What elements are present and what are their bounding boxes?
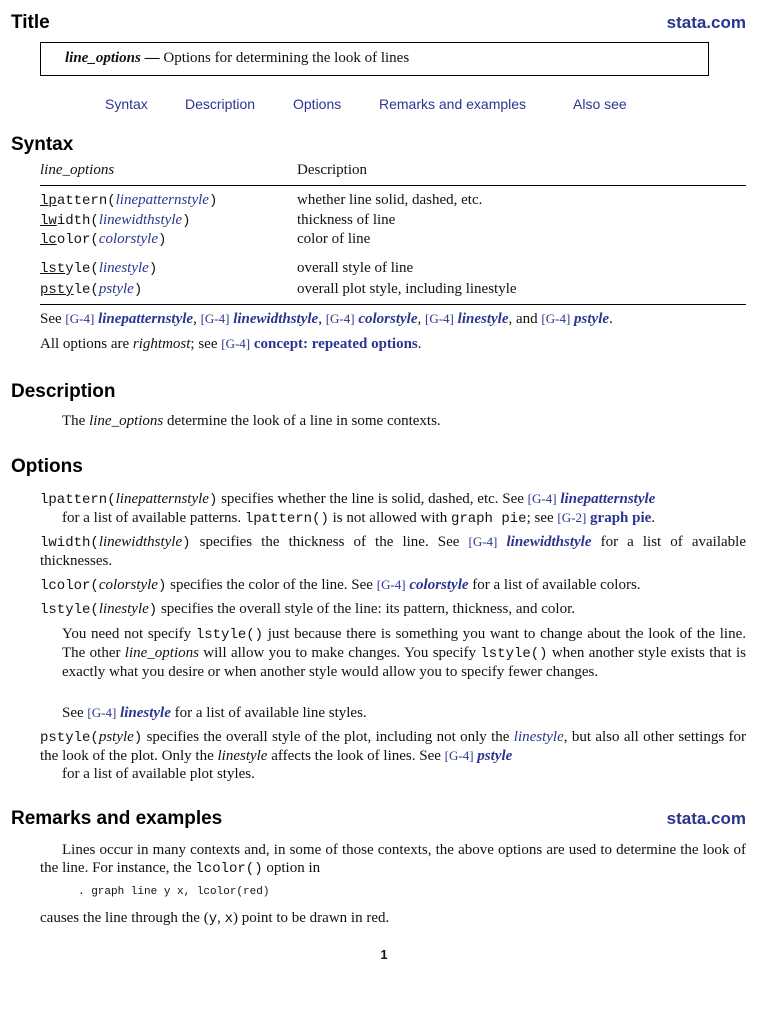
linepatternstyle-link[interactable]: linepatternstyle [560,491,656,507]
syntax-heading: Syntax [11,134,74,155]
option-cmd: lcolor( [40,578,99,594]
paren-close: ) [208,492,218,508]
abbrev-underline: lc [40,232,57,248]
para-text: option in [266,860,321,876]
code-x: x [224,911,234,927]
option-name: idth( [56,213,99,229]
code-graph-pie: graph pie [450,511,527,527]
option-text: specifies the overall style of the plot, including not only the [146,729,510,745]
ref-g4: [G-4] [425,311,454,326]
lstyle-paragraph-2 [62,704,367,722]
paren-close: ) [157,232,167,248]
option-text: specifies the overall style of the line: its pattern, thickness, and color. [160,601,576,617]
option-description: overall plot style, including linestyle [297,281,517,297]
paren-close: ) [208,193,218,209]
desc-italic: line_options [89,413,164,429]
table-row [40,230,746,248]
para-italic: line_options [124,645,199,661]
paren-close: ) [182,535,191,551]
option-arg-link[interactable]: colorstyle [98,231,158,247]
option-arg: linepatternstyle [115,491,209,507]
option-description: thickness of line [297,212,396,228]
nav-description-link[interactable]: Description [185,96,256,112]
see-prefix: See [40,311,62,327]
ref-g4: [G-4] [200,311,230,326]
para-text: will allow you to make changes. You specify [203,645,477,661]
remarks-heading: Remarks and examples [11,808,223,829]
table-row [40,191,746,209]
table-rule-bottom [40,304,746,305]
abbrev-underline: lw [40,213,57,229]
linewidthstyle-link[interactable]: linewidthstyle [506,534,592,550]
option-lstyle [40,600,746,619]
option-arg: linewidthstyle [98,534,183,550]
rightmost-word: rightmost [132,336,191,352]
option-text: for a list of available thicknesses. [40,534,746,569]
ref-g4: [G-4] [376,577,406,592]
table-row [40,211,746,229]
remarks-paragraph [40,841,746,878]
option-cmd: pstyle( [40,730,99,746]
option-arg-link[interactable]: linewidthstyle [98,212,183,228]
title-command: line_options [65,50,141,66]
para-text: , [217,910,221,926]
abbrev-underline: lst [40,261,66,277]
option-text: specifies whether the line is solid, dashed, etc. See [221,491,524,507]
para-text: just because there is something you want to change about the look of the line. The other [62,626,747,661]
ref-g2: [G-2] [557,510,587,525]
col-description-header: Description [297,162,367,178]
option-arg: linestyle [98,601,149,617]
option-arg-link[interactable]: linestyle [98,260,149,276]
para-text: See [62,705,84,721]
ref-g4: [G-4] [541,311,571,326]
rightmost-text: All options are [40,336,130,352]
option-lpattern [40,490,746,528]
pstyle-link[interactable]: pstyle [574,311,610,327]
para-text: Lines occur in many contexts and, in some of those contexts, the above options are used to determine the look of the line. For instance, the [40,842,746,876]
table-rule-top [40,185,746,186]
option-name: attern( [56,193,116,209]
option-text: affects the look of lines. See [271,748,441,764]
graph-pie-link[interactable]: graph pie [590,510,652,526]
para-text: for a list of available line styles. [174,705,367,721]
option-lwidth [40,533,746,570]
colorstyle-link[interactable]: colorstyle [358,311,418,327]
abbrev-underline: psty [40,282,74,298]
code-y: y [208,911,218,927]
title-dash: — [140,50,164,66]
ref-g4: [G-4] [221,336,251,351]
option-description: color of line [297,231,371,247]
option-text: for a list of available patterns. [62,510,242,526]
option-cmd: lstyle( [40,602,99,618]
lstyle-paragraph-1 [62,625,746,681]
colorstyle-link[interactable]: colorstyle [409,577,469,593]
option-description: whether line solid, dashed, etc. [297,192,483,208]
option-pstyle [40,728,746,783]
option-name: le( [73,282,99,298]
ref-g4: [G-4] [468,534,498,549]
para-text: causes the line through the ( [40,910,209,926]
paren-close: ) [133,730,143,746]
option-text: for a list of available colors. [472,577,641,593]
option-arg-link[interactable]: linepatternstyle [115,192,209,208]
repeated-options-link[interactable]: concept: repeated options [253,336,418,352]
linestyle-link[interactable]: linestyle [120,705,171,721]
option-name: olor( [56,232,99,248]
option-description: overall style of line [297,260,414,276]
option-arg: pstyle [98,729,134,745]
option-arg-link[interactable]: pstyle [98,281,134,297]
description-text [62,412,441,430]
title-description: Options for determining the look of lines [163,50,410,66]
page-number: 1 [380,947,388,962]
option-text: is not allowed with [332,510,448,526]
code-lcolor: lcolor() [195,861,263,877]
description-heading: Description [11,381,116,402]
paren-close: ) [148,261,158,277]
nav-remarks-link[interactable]: Remarks and examples [379,96,527,112]
option-text: specifies the color of the line. See [170,577,373,593]
options-heading: Options [11,456,83,477]
option-text: , but also all other settings for the look of the plot. Only the [40,729,747,764]
rightmost-line: All options are rightmost; see [G-4] concept: repeated options. [40,336,422,352]
stata-site-link[interactable]: stata.com [666,809,746,828]
paren-close: ) [182,213,191,229]
option-text: specifies the thickness of the line. See [199,534,460,550]
paren-close: ) [148,602,158,618]
para-text: You need not specify [62,626,192,642]
option-continuation [40,765,746,783]
title-heading: Title [11,12,50,33]
option-name: yle( [65,261,99,277]
option-continuation: for a list of available patterns. lpattern() is not allowed with graph pie; see [G-2] graph pie. [62,510,656,527]
linestyle-link[interactable]: linestyle [457,311,509,327]
option-cmd: lwidth( [40,535,99,551]
abbrev-underline: lp [40,193,57,209]
paren-close: ) [133,282,143,298]
linepatternstyle-link[interactable]: linepatternstyle [98,311,194,327]
option-text: for a list of available plot styles. [62,766,255,782]
remarks-paragraph-2 [40,909,389,928]
code-lstyle: lstyle() [195,627,264,643]
ref-g4: [G-4] [87,705,117,720]
paren-close: ) [157,578,167,594]
stata-site-link[interactable]: stata.com [666,13,746,32]
ref-g4: [G-4] [65,311,95,326]
col-line-options-header: line_options [40,162,115,178]
desc-rest: determine the look of a line in some contexts. [167,413,441,429]
option-text: ; see [526,510,554,526]
linestyle-link[interactable]: linestyle [513,729,564,745]
nav-options-link[interactable]: Options [293,96,342,112]
linewidthstyle-link[interactable]: linewidthstyle [233,311,319,327]
title-box [40,42,709,76]
code-lstyle: lstyle() [480,646,548,662]
and-word: and [515,311,538,327]
rightmost-see: ; see [190,336,218,352]
nav-syntax-link[interactable]: Syntax [105,96,148,112]
option-arg: colorstyle [98,577,158,593]
option-cmd: lpattern( [40,492,116,508]
code-lpattern: lpattern() [244,511,329,527]
desc-word: The [62,413,86,429]
syntax-table-header [40,161,746,179]
see-also-line: See [G-4] linepatternstyle, [G-4] linewidthstyle, [G-4] colorstyle, [G-4] linestyle, and [G-4] pstyle. [40,311,613,327]
para-text: when another style exists that is exactly what you desire or when another style would allow you to specify fewer changes. [62,645,747,680]
nav-also-see-link[interactable]: Also see [573,96,627,112]
option-italic: linestyle [217,748,268,764]
ref-g4: [G-4] [444,748,474,763]
ref-g4: [G-4] [325,311,355,326]
pstyle-link[interactable]: pstyle [477,748,513,764]
table-row [40,280,746,298]
table-row [40,259,746,277]
ref-g4: [G-4] [527,491,557,506]
example-command: . graph line y x, lcolor(red) [78,886,270,898]
option-lcolor [40,576,746,595]
para-text: ) point to be drawn in red. [233,910,390,926]
